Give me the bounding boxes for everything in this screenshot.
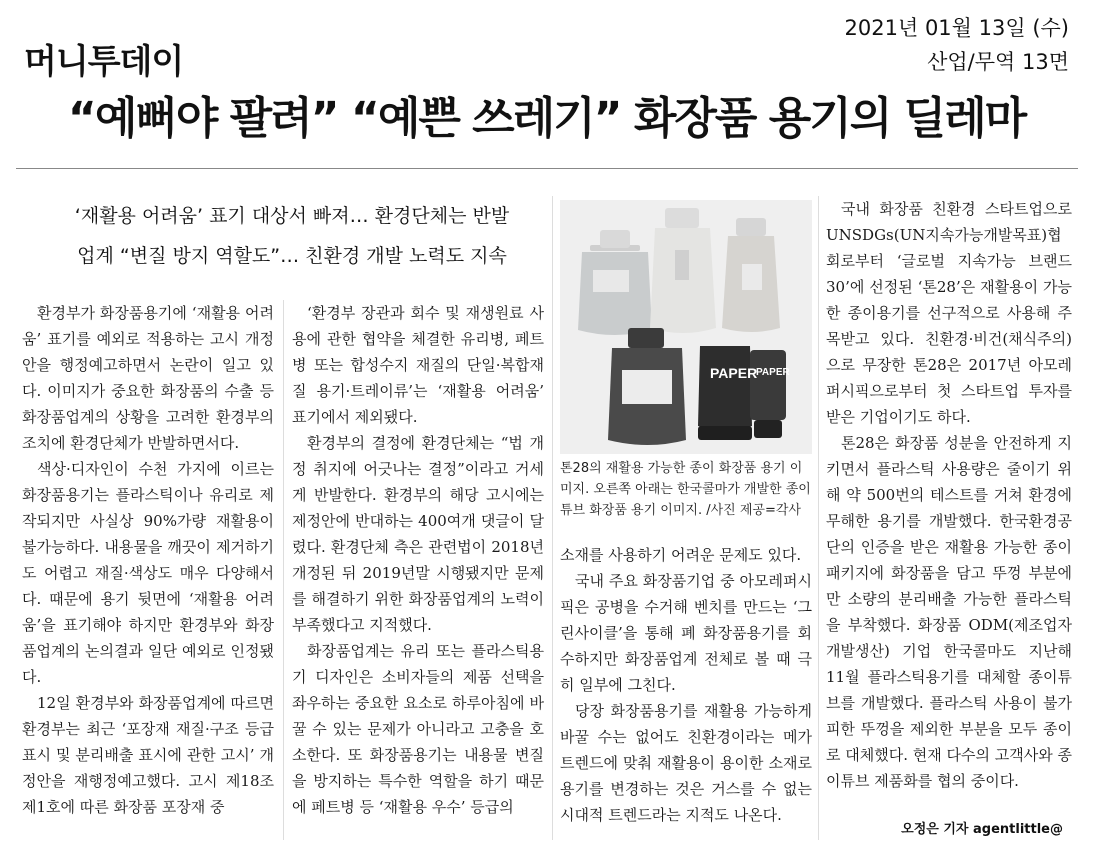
paragraph: 당장 화장품용기를 재활용 가능하게 바꿀 수는 없어도 친환경이라는 메가 트렌드에 맞춰 재활용이 용이한 소재로 용기를 변경하는 것은 거스를 수 없는 시대적 트렌드라는 지적도 나온다. <box>560 702 812 824</box>
photo-caption: 톤28의 재활용 가능한 종이 화장품 용기 이미지. 오른쪽 아래는 한국콜마가 개발한 종이튜브 화장품 용기 이미지. /사진 제공=각사 <box>560 461 811 518</box>
paper-label: PAPER <box>756 367 790 378</box>
paragraph: 12일 환경부와 화장품업계에 따르면 환경부는 최근 ‘포장재 재질·구조 등급표시 및 분리배출 표시에 관한 고시’ 개정안을 재행정예고했다. 고시 제18조 제1호에 따른 화장품 포장재 중 <box>22 694 274 816</box>
top-divider <box>16 168 1078 169</box>
product-photo <box>560 200 812 454</box>
column-divider <box>283 300 284 840</box>
article-column-4 <box>826 196 1072 794</box>
headline: “예뻐야 팔려” “예쁜 쓰레기” 화장품 용기의 딜레마 <box>67 93 1026 144</box>
subheadline-2: 업계 “변질 방지 역할도”… 친환경 개발 노력도 지속 <box>77 245 507 267</box>
paragraph: 국내 주요 화장품기업 중 아모레퍼시픽은 공병을 수거해 벤치를 만드는 ‘그린사이클’을 통해 폐 화장품용기를 회수하지만 화장품업계 전체로 볼 때 극히 일부에 그친다. <box>560 572 812 694</box>
publication-date: 2021년 01월 13일 (수) <box>844 16 1069 40</box>
article-column-3 <box>560 542 812 828</box>
paragraph: ‘환경부 장관과 회수 및 재생원료 사용에 관한 협약을 체결한 유리병, 페트병 또는 합성수지 재질의 단일·복합재질 용기·트레이류’는 ‘재활용 어려움’ 표기에서 제외됐다. <box>292 304 544 426</box>
paragraph: 환경부가 화장품용기에 ‘재활용 어려움’ 표기를 예외로 적용하는 고시 개정안을 행정예고하면서 논란이 일고 있다. 이미지가 중요한 화장품의 수출 등 화장품업계의 상황을 고려한 환경부의 조치에 환경단체가 반발하면서다. <box>22 304 274 452</box>
subheadline-block <box>42 196 542 276</box>
paragraph: 환경부의 결정에 환경단체는 “법 개정 취지에 어긋나는 결정”이라고 거세게 반발한다. 환경부의 해당 고시에는 제정안에 반대하는 400여개 댓글이 달렸다. 환경단체 측은 관련법이 2018년 개정된 뒤 2019년말 시행됐지만 문제를 해결하기 위한 화장품업계의 노력이 부족했다고 지적했다. <box>292 434 544 634</box>
subheadline-1: ‘재활용 어려움’ 표기 대상서 빠져… 환경단체는 반발 <box>74 205 510 227</box>
article-column-1 <box>22 300 274 820</box>
paragraph: 소재를 사용하기 어려운 문제도 있다. <box>560 546 802 564</box>
cosmetic-containers-illustration <box>560 200 812 454</box>
column-divider <box>552 196 553 840</box>
byline: 오정은 기자 agentlittle@ <box>901 822 1063 837</box>
paper-label: PAPER <box>710 365 758 381</box>
article-column-2 <box>292 300 544 820</box>
paragraph: 화장품업계는 유리 또는 플라스틱용기 디자인은 소비자들의 제품 선택을 좌우하는 중요한 요소로 하루아침에 바꿀 수 있는 문제가 아니라고 고충을 호소한다. 또 화장품용기는 내용물 변질을 방지하는 특수한 역할을 하기 때문에 페트병 등 ‘재활용 우수’ 등급의 <box>292 642 544 816</box>
paragraph: 색상·디자인이 수천 가지에 이르는 화장품용기는 플라스틱이나 유리로 제작되지만 사실상 90%가량 재활용이 불가능하다. 내용물을 깨끗이 제거하기도 어렵고 재질·색상도 매우 다양해서다. 때문에 용기 뒷면에 ‘재활용 어려움’을 표기해야 하지만 환경부와 화장품업계의 논의결과 일단 예외로 인정됐다. <box>22 460 274 686</box>
column-divider <box>818 196 819 840</box>
section-page: 산업/무역 13면 <box>927 50 1069 74</box>
paragraph: 국내 화장품 친환경 스타트업으로 UNSDGs(UN지속가능개발목표)협회로부터 ‘글로벌 지속가능 브랜드 30’에 선정된 ‘톤28’은 재활용이 가능한 종이용기를 선구적으로 사용해 주목받고 있다. 친환경·비건(채식주의)으로 무장한 톤28은 2017년 아모레퍼시픽으로부터 첫 스타트업 투자를 받은 기업이기도 하다. <box>826 200 1072 426</box>
masthead: 머니투데이 <box>24 42 184 82</box>
paragraph: 톤28은 화장품 성분을 안전하게 지키면서 플라스틱 사용량은 줄이기 위해 약 500번의 테스트를 거쳐 환경에 무해한 용기를 개발했다. 한국환경공단의 인증을 받은 재활용 가능한 종이 패키지에 화장품을 담고 뚜껑 부분에만 소량의 분리배출 가능한 플라스틱을 부착했다. 화장품 ODM(제조업자개발생산) 기업 한국콜마도 지난해 11월 플라스틱용기를 대체할 종이튜브를 개발했다. 플라스틱 사용이 불가피한 뚜껑을 제외한 부분을 모두 종이로 대체했다. 현재 다수의 고객사와 종이튜브 제품화를 협의 중이다. <box>826 434 1072 790</box>
